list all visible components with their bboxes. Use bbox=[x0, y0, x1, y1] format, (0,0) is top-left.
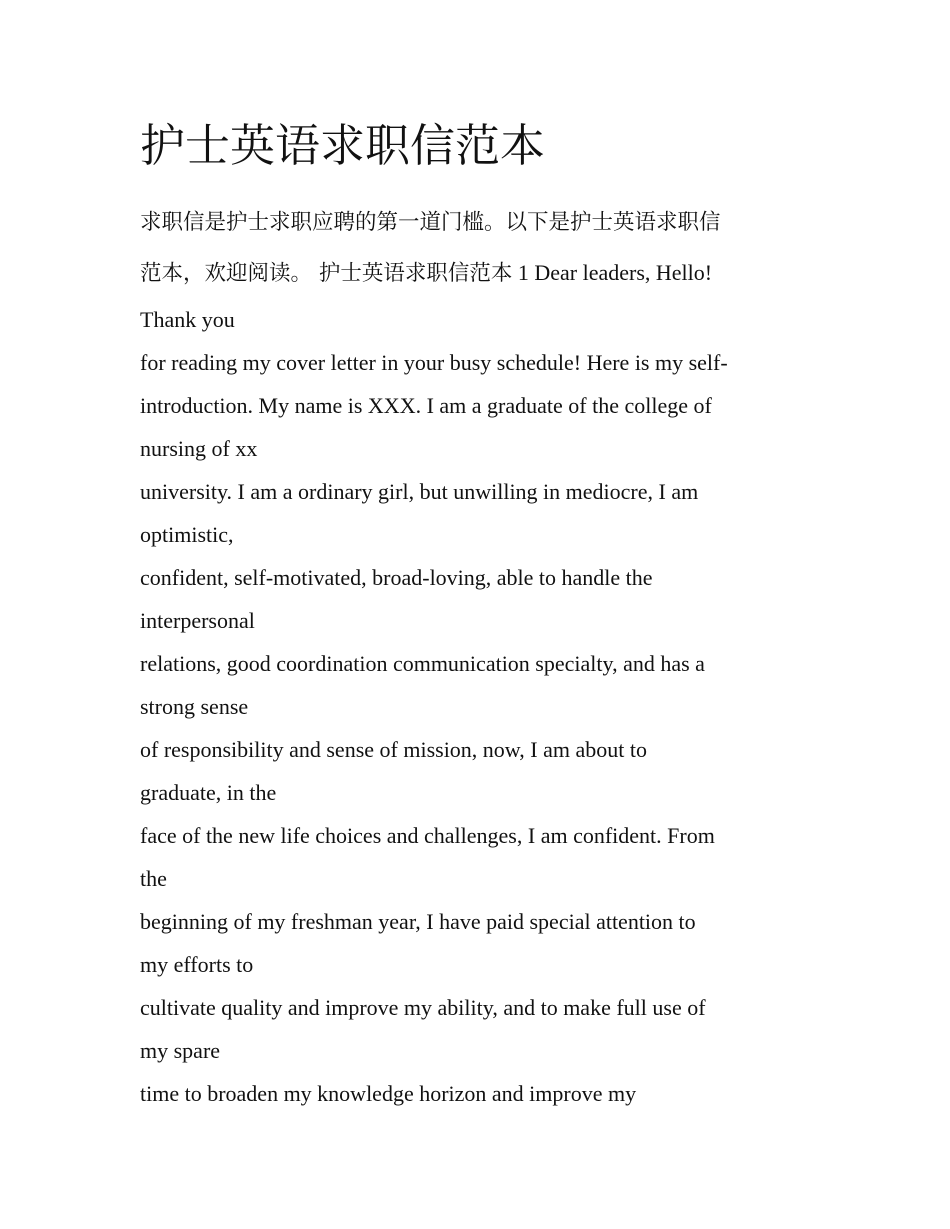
body-line: my spare bbox=[140, 1038, 221, 1063]
body-line: cultivate quality and improve my ability, and to make full use of bbox=[140, 995, 706, 1020]
document-title: 护士英语求职信范本 bbox=[140, 119, 546, 172]
body-line: interpersonal bbox=[140, 608, 255, 633]
body-line: time to broaden my knowledge horizon and improve my bbox=[140, 1081, 637, 1106]
body-line: Thank you bbox=[140, 307, 235, 332]
body-line: beginning of my freshman year, I have paid special attention to bbox=[140, 909, 696, 934]
body-line-latin-part: 1 Dear leaders, Hello! bbox=[512, 260, 713, 285]
body-line: 求职信是护士求职应聘的第一道门槛。以下是护士英语求职信 bbox=[140, 210, 721, 235]
body-line: confident, self-motivated, broad-loving, able to handle the bbox=[140, 565, 653, 590]
body-line-cjk-part: 范本，欢迎阅读。 护士英语求职信范本 bbox=[140, 261, 513, 286]
body-line: for reading my cover letter in your busy schedule! Here is my self- bbox=[140, 350, 728, 375]
body-line: university. I am a ordinary girl, but unwilling in mediocre, I am bbox=[140, 479, 699, 504]
body-line bbox=[140, 248, 820, 298]
body-line: the bbox=[140, 866, 167, 891]
body-line: my efforts to bbox=[140, 952, 254, 977]
body-line: optimistic, bbox=[140, 522, 234, 547]
body-line: graduate, in the bbox=[140, 780, 277, 805]
document-body bbox=[140, 198, 820, 1115]
body-line: introduction. My name is XXX. I am a graduate of the college of bbox=[140, 393, 712, 418]
body-line: of responsibility and sense of mission, now, I am about to bbox=[140, 737, 647, 762]
body-line: strong sense bbox=[140, 694, 249, 719]
body-line: nursing of xx bbox=[140, 436, 258, 461]
body-line: face of the new life choices and challenges, I am confident. From bbox=[140, 823, 715, 848]
body-line: relations, good coordination communication specialty, and has a bbox=[140, 651, 705, 676]
